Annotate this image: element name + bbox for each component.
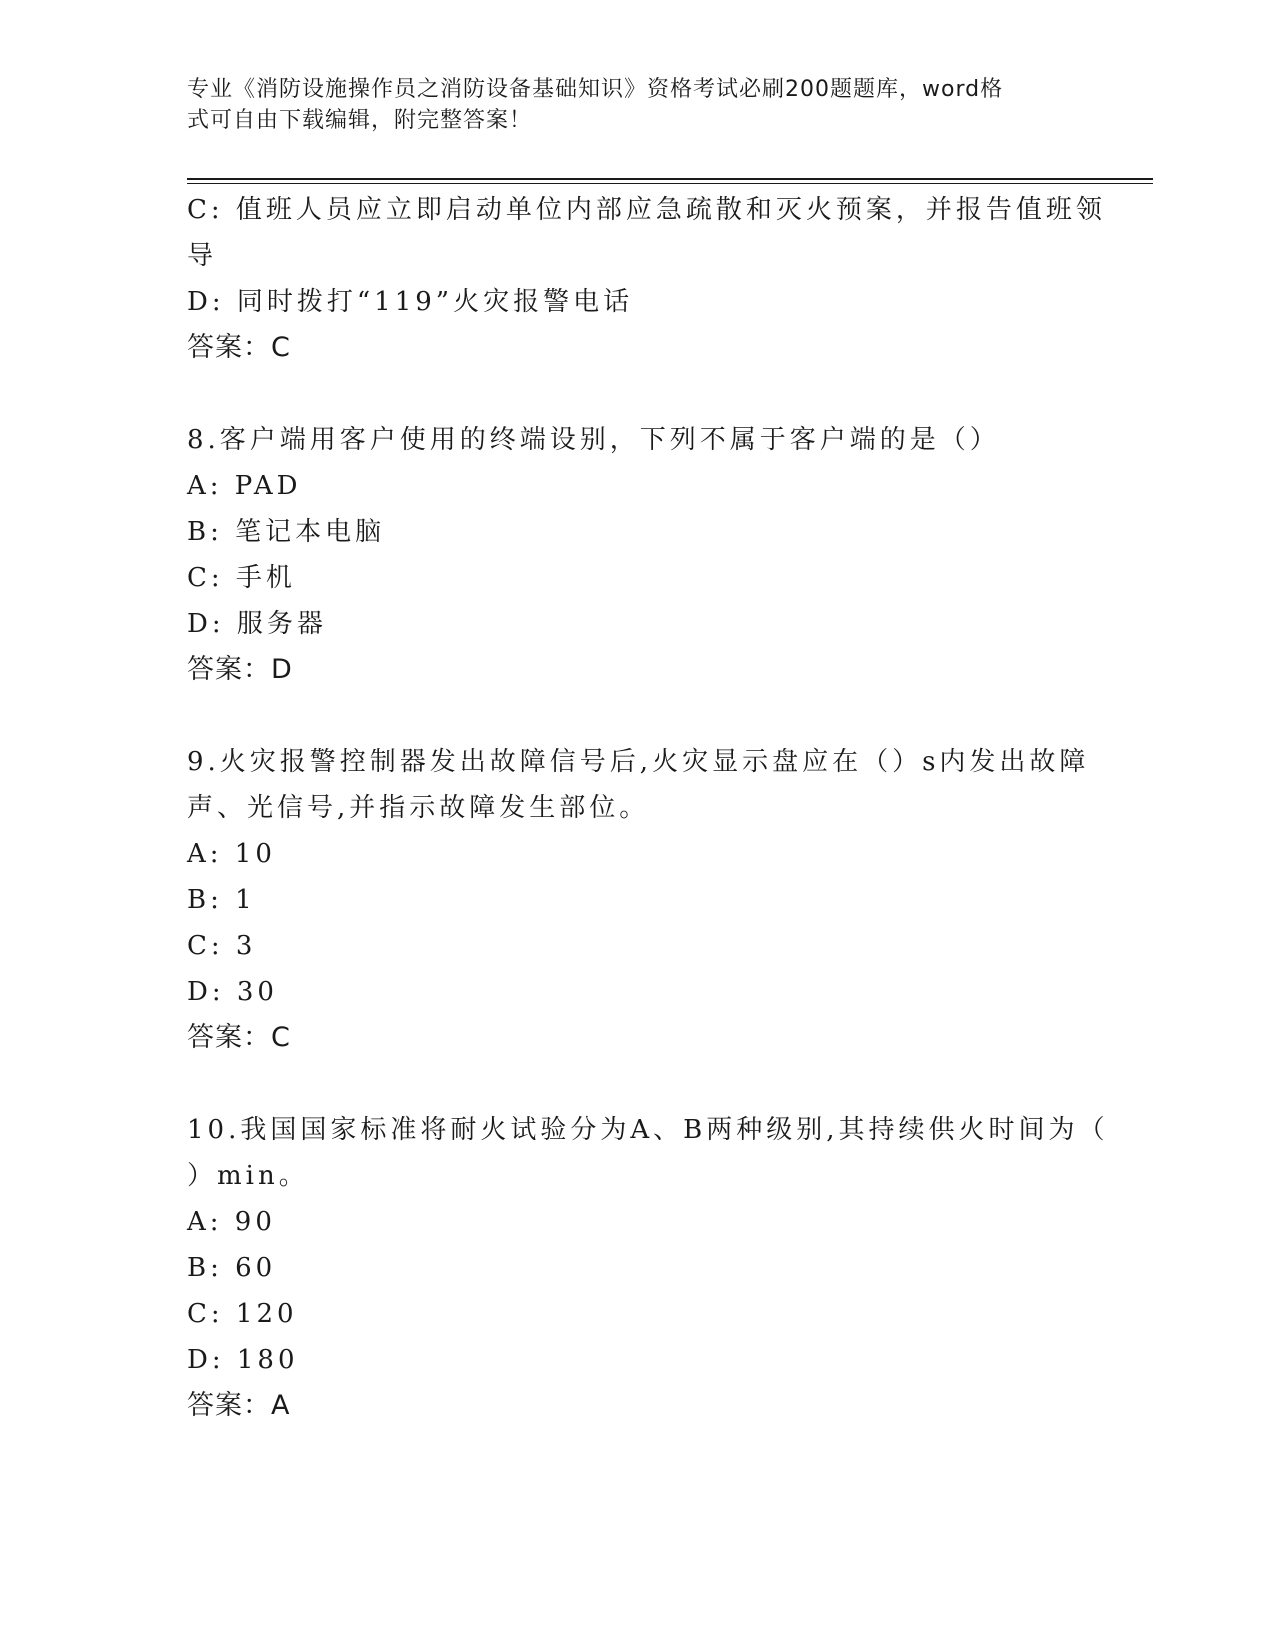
option-c: C: 120: [187, 1299, 298, 1329]
option-c-continued: 导: [187, 241, 218, 271]
option-d: D: 同时拨打“119”火灾报警电话: [187, 287, 634, 317]
header-divider-thick: [187, 178, 1153, 180]
option-d: D: 180: [187, 1345, 299, 1375]
option-c: C: 3: [187, 931, 257, 961]
answer-line: 答案：A: [187, 1390, 291, 1421]
option-c: C: 手机: [187, 563, 296, 593]
answer-line: 答案：D: [187, 654, 293, 685]
option-d: D: 服务器: [187, 609, 327, 639]
option-b: B: 60: [187, 1253, 277, 1283]
option-a: A: 90: [187, 1207, 276, 1237]
option-b: B: 笔记本电脑: [187, 517, 386, 547]
previous-question-tail: [187, 187, 1106, 371]
question-list: [187, 187, 1109, 1429]
header-title-line-2: 式可自由下载编辑，附完整答案！: [187, 108, 533, 133]
question-8: [187, 417, 1087, 693]
answer-line: 答案：C: [187, 332, 291, 363]
header-divider-thin: [187, 183, 1153, 184]
question-stem: 10.我国国家标准将耐火试验分为A、B两种级别,其持续供火时间为（: [187, 1115, 1109, 1145]
option-c: C: 值班人员应立即启动单位内部应急疏散和灭火预案，并报告值班领: [187, 195, 1106, 225]
question-stem: 9.火灾报警控制器发出故障信号后,火灾显示盘应在（）s内发出故障: [187, 747, 1090, 777]
option-d: D: 30: [187, 977, 278, 1007]
document-header: [187, 74, 1067, 136]
question-stem: 8.客户端用客户使用的终端设别，下列不属于客户端的是（）: [187, 425, 1000, 455]
option-a: A: PAD: [187, 471, 302, 501]
option-b: B: 1: [187, 885, 256, 915]
question-stem-continued: 声、光信号,并指示故障发生部位。: [187, 793, 650, 823]
question-10: [187, 1107, 1109, 1429]
answer-line: 答案：C: [187, 1022, 291, 1053]
question-stem-continued: ）min。: [187, 1161, 309, 1191]
option-a: A: 10: [187, 839, 276, 869]
question-9: [187, 739, 1090, 1061]
header-title-line-1: 专业《消防设施操作员之消防设备基础知识》资格考试必刷200题题库，word格: [187, 77, 1004, 102]
